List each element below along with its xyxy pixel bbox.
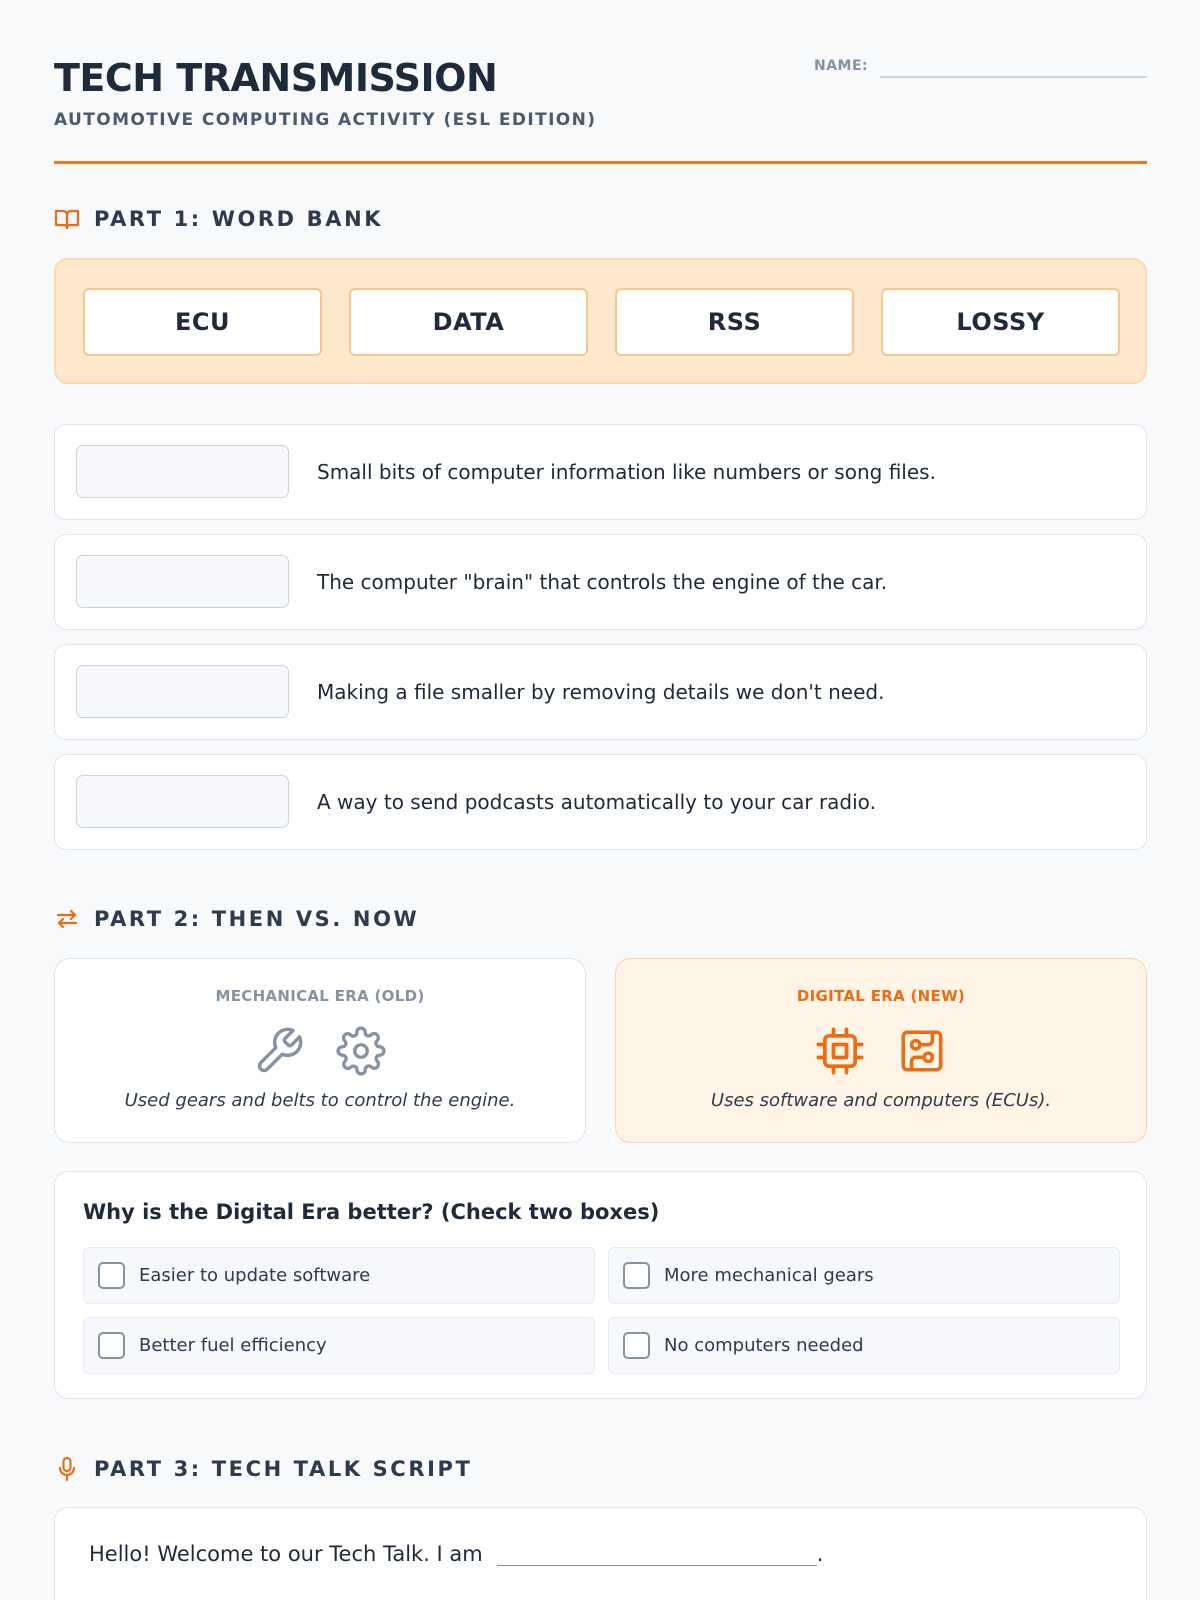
checkbox[interactable] bbox=[623, 1262, 650, 1289]
script-line bbox=[89, 1542, 823, 1566]
checkbox[interactable] bbox=[98, 1332, 125, 1359]
script-text: Hello! Welcome to our Tech Talk. I am bbox=[89, 1542, 483, 1566]
option-item[interactable] bbox=[608, 1247, 1120, 1304]
definition-text: The computer "brain" that controls the engine of the car. bbox=[317, 569, 888, 594]
option-item[interactable] bbox=[83, 1247, 595, 1304]
page-title: TECH TRANSMISSION bbox=[54, 56, 498, 100]
name-blank[interactable] bbox=[497, 1544, 817, 1566]
page-subtitle: AUTOMOTIVE COMPUTING ACTIVITY (ESL EDITION) bbox=[54, 110, 597, 130]
answer-box[interactable] bbox=[76, 555, 289, 608]
part3-heading-text: PART 3: TECH TALK SCRIPT bbox=[94, 1457, 473, 1481]
part2-heading bbox=[54, 904, 419, 934]
answer-box[interactable] bbox=[76, 445, 289, 498]
definition-row bbox=[54, 754, 1147, 850]
option-label: Better fuel efficiency bbox=[139, 1335, 327, 1356]
worksheet-header bbox=[54, 56, 1147, 164]
microphone-icon bbox=[54, 1456, 80, 1482]
answer-box[interactable] bbox=[76, 665, 289, 718]
word-card[interactable]: ECU bbox=[83, 288, 322, 356]
name-label: NAME: bbox=[814, 58, 869, 74]
checkbox-question bbox=[54, 1171, 1147, 1399]
gear-icon bbox=[335, 1025, 387, 1077]
word-card[interactable]: DATA bbox=[349, 288, 588, 356]
script-box bbox=[54, 1507, 1147, 1600]
digital-era-card bbox=[615, 958, 1147, 1143]
option-label: Easier to update software bbox=[139, 1265, 371, 1286]
era-description: Uses software and computers (ECUs). bbox=[710, 1090, 1052, 1111]
part1-heading bbox=[54, 204, 383, 234]
name-field[interactable] bbox=[880, 76, 1147, 78]
question-title: Why is the Digital Era better? (Check two boxes) bbox=[83, 1200, 660, 1224]
era-icons bbox=[616, 1025, 1146, 1081]
word-card[interactable]: RSS bbox=[615, 288, 854, 356]
swap-arrows-icon bbox=[54, 906, 80, 932]
script-punctuation: . bbox=[816, 1542, 824, 1566]
era-label: DIGITAL ERA (NEW) bbox=[796, 987, 966, 1005]
part3-heading bbox=[54, 1454, 472, 1484]
word-card[interactable]: LOSSY bbox=[881, 288, 1120, 356]
option-item[interactable] bbox=[608, 1317, 1120, 1374]
book-icon bbox=[54, 206, 80, 232]
circuit-board-icon bbox=[896, 1025, 948, 1077]
option-item[interactable] bbox=[83, 1317, 595, 1374]
era-icons bbox=[55, 1025, 585, 1081]
checkbox[interactable] bbox=[98, 1262, 125, 1289]
checkbox[interactable] bbox=[623, 1332, 650, 1359]
worksheet-page bbox=[54, 0, 1147, 1600]
part1-heading-text: PART 1: WORD BANK bbox=[94, 207, 384, 231]
answer-box[interactable] bbox=[76, 775, 289, 828]
option-label: More mechanical gears bbox=[664, 1265, 874, 1286]
era-description: Used gears and belts to control the engine. bbox=[124, 1090, 516, 1111]
option-label: No computers needed bbox=[664, 1335, 864, 1356]
definition-text: Small bits of computer information like numbers or song files. bbox=[317, 459, 936, 484]
cpu-chip-icon bbox=[814, 1025, 866, 1077]
definition-row bbox=[54, 424, 1147, 520]
wrench-icon bbox=[253, 1025, 305, 1077]
part2-heading-text: PART 2: THEN VS. NOW bbox=[94, 907, 420, 931]
definition-text: Making a file smaller by removing details we don't need. bbox=[317, 679, 885, 704]
mechanical-era-card bbox=[54, 958, 586, 1143]
definition-row bbox=[54, 534, 1147, 630]
era-label: MECHANICAL ERA (OLD) bbox=[215, 987, 425, 1005]
definition-row bbox=[54, 644, 1147, 740]
definition-text: A way to send podcasts automatically to your car radio. bbox=[317, 789, 876, 814]
word-bank bbox=[54, 258, 1147, 384]
